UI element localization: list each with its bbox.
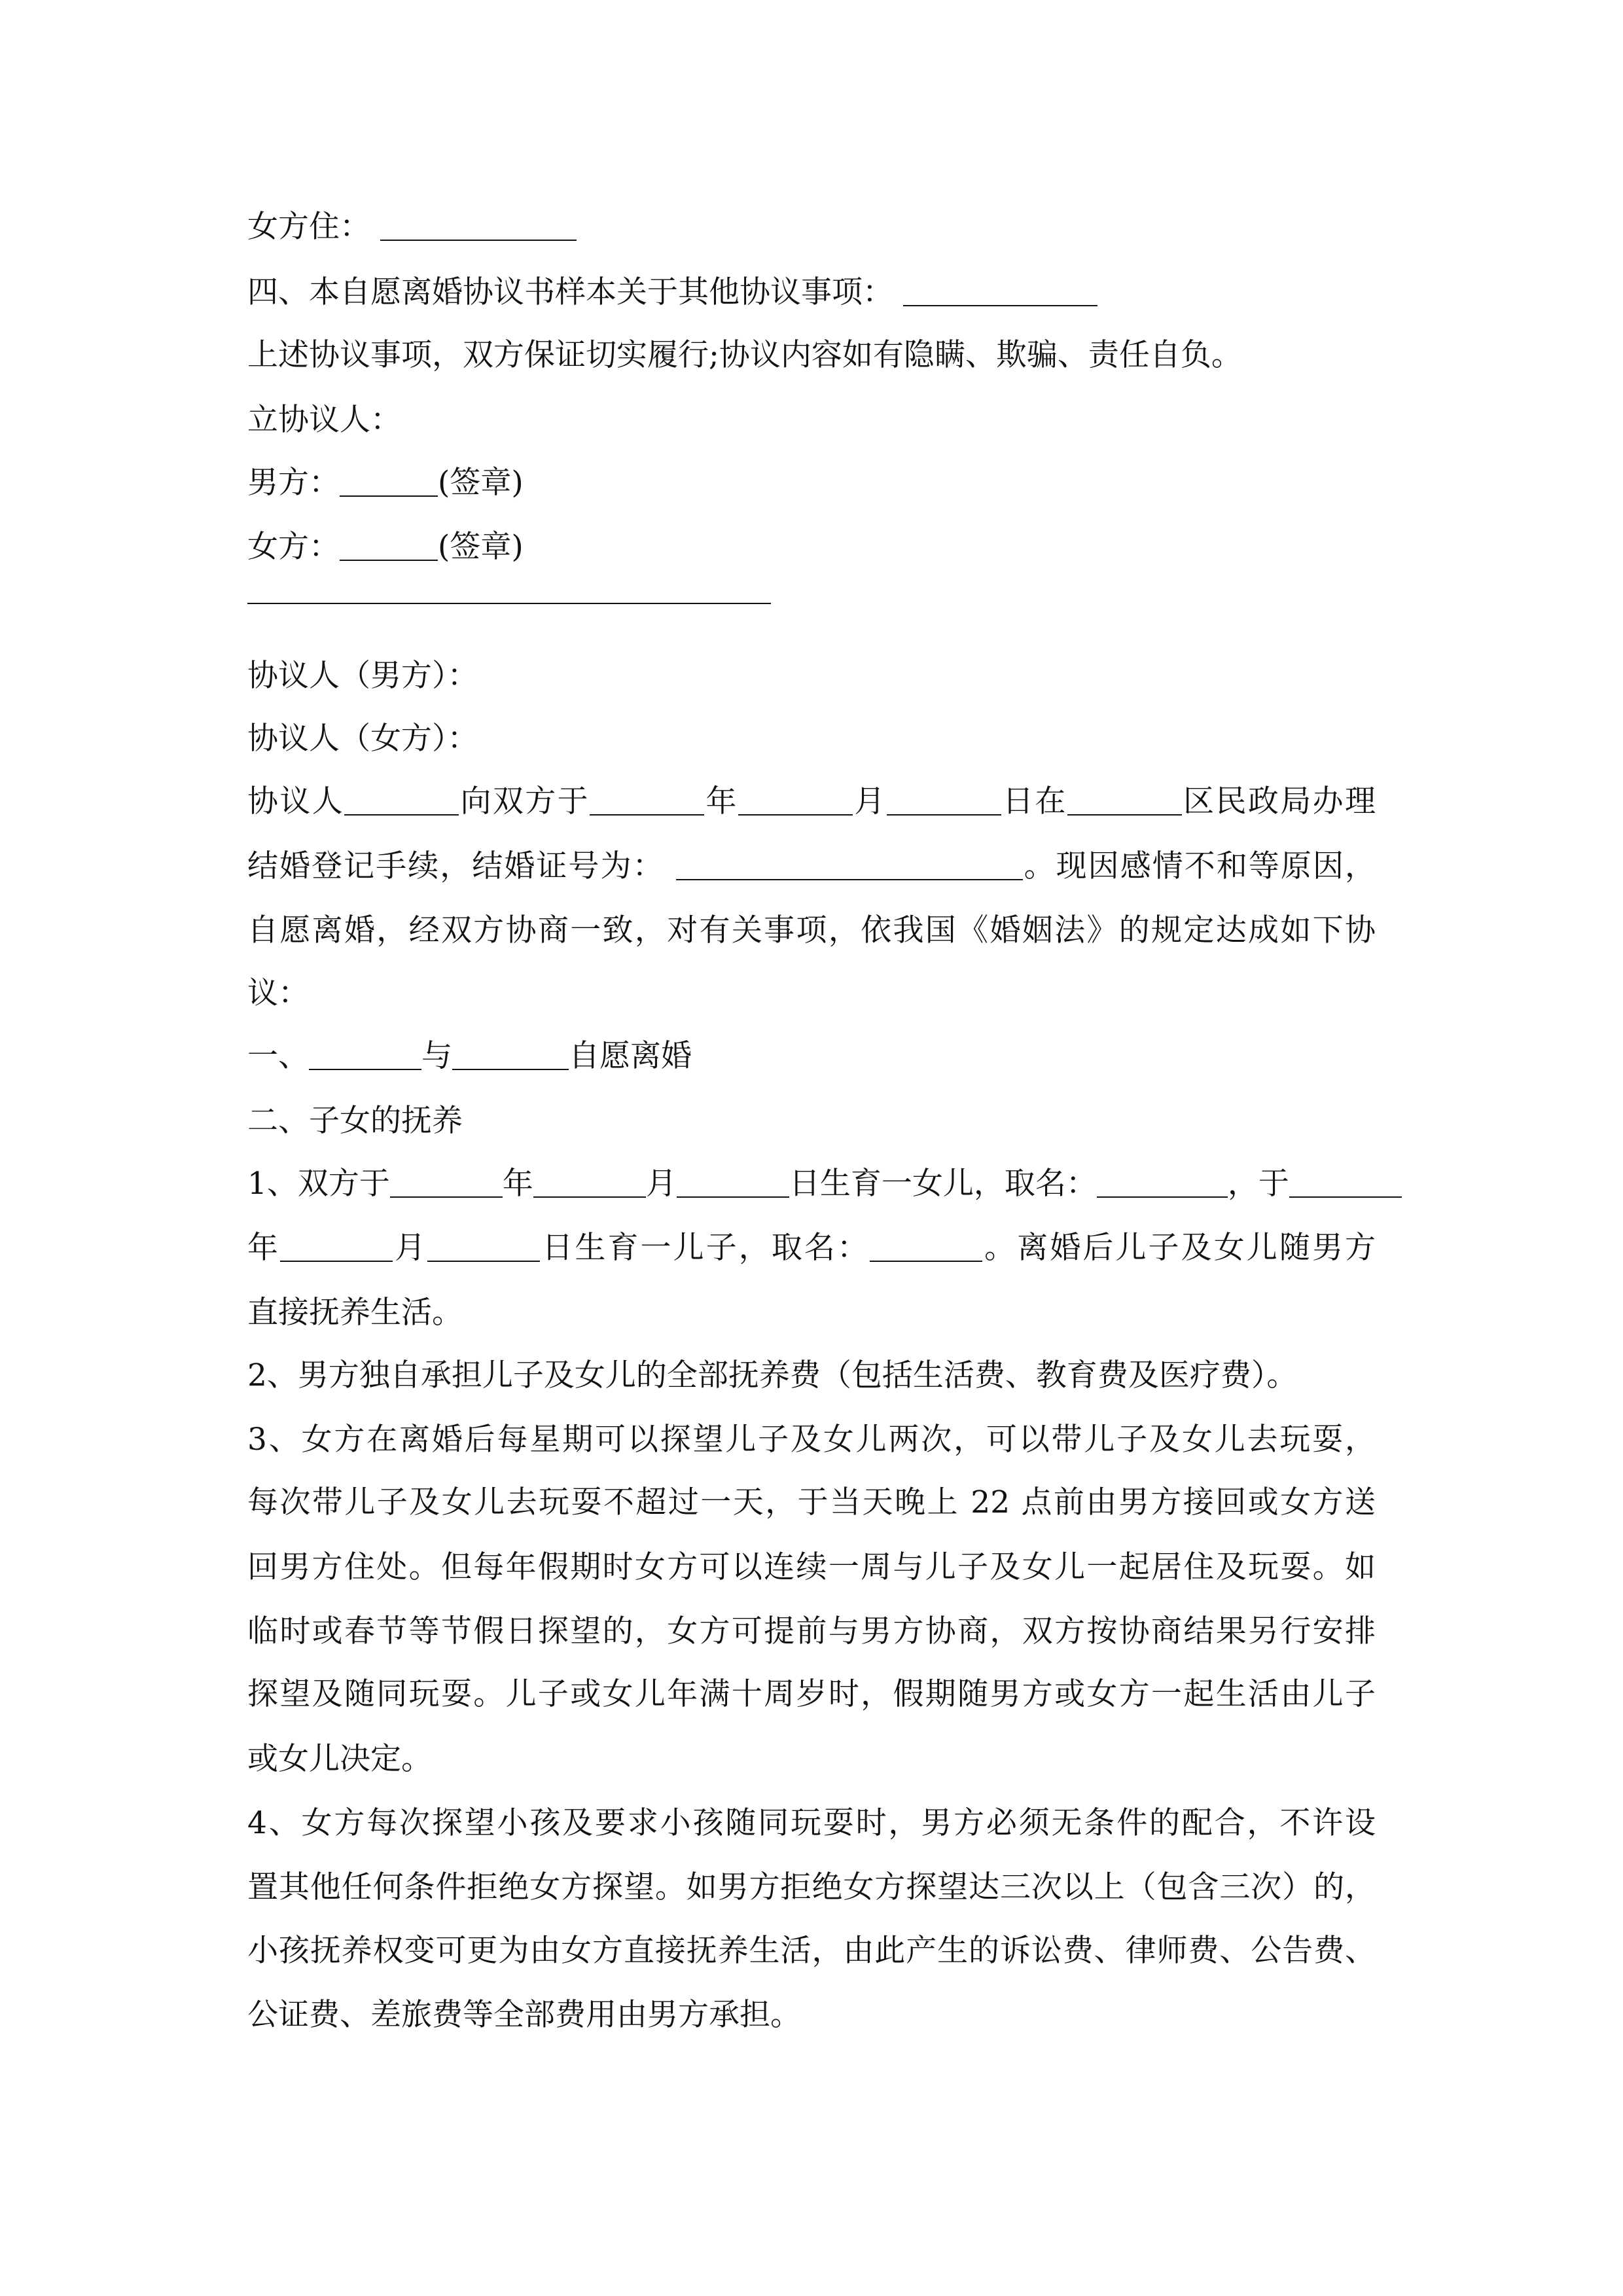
daughter-name-blank[interactable] (1097, 1168, 1228, 1198)
certificate-number-blank[interactable] (676, 850, 1023, 880)
signatories-heading: 立协议人： (247, 402, 401, 438)
clause-1-divorce (247, 1037, 692, 1076)
label: 月 (393, 1230, 428, 1266)
party-male-line: 协议人（男方）： (247, 658, 478, 694)
label: 向双方于 (459, 783, 590, 819)
day-blank[interactable] (887, 785, 1001, 816)
label: 结婚登记手续，结婚证号为： (247, 848, 665, 884)
party-blank[interactable] (344, 785, 459, 816)
female-signature-line (247, 528, 524, 567)
clause-2-3-line: 3、女方在离婚后每星期可以探望儿子及女儿两次，可以带儿子及女儿去玩耍， (247, 1422, 1376, 1458)
clause-2-3-line: 每次带儿子及女儿去玩耍不超过一天，于当天晚上 22 点前由男方接回或女方送 (247, 1484, 1376, 1520)
clause-2-4-line: 小孩抚养权变可更为由女方直接抚养生活，由此产生的诉讼费、律师费、公告费、 (247, 1933, 1376, 1969)
label: (签章) (438, 465, 524, 501)
label: 年 (502, 1166, 533, 1202)
other-matters-line (247, 273, 1097, 312)
daughter-month-blank[interactable] (533, 1168, 646, 1198)
clause-2-3-line: 临时或春节等节假日探望的，女方可提前与男方协商，双方按协商结果另行安排 (247, 1613, 1376, 1649)
label: 日生育一女儿，取名： (789, 1166, 1097, 1202)
guarantee-paragraph: 上述协议事项，双方保证切实履行;协议内容如有隐瞒、欺骗、责任自负。 (247, 337, 1242, 373)
agreement-paragraph: 自愿离婚，经双方协商一致，对有关事项，依我国《婚姻法》的规定达成如下协 (247, 912, 1376, 948)
label: 。现因感情不和等原因， (1022, 848, 1376, 884)
label: 女方住： (247, 209, 370, 245)
label: 与 (421, 1038, 452, 1074)
other-matters-blank[interactable] (903, 276, 1097, 306)
agreement-paragraph-end: 议： (247, 975, 309, 1011)
party-female-line: 协议人（女方）： (247, 721, 478, 757)
son-day-blank[interactable] (427, 1232, 540, 1262)
children-birth-line-2 (247, 1229, 1376, 1268)
label: 。离婚后儿子及女儿随男方 (982, 1230, 1376, 1266)
female-signature-blank[interactable] (340, 531, 438, 561)
son-year-blank[interactable] (1289, 1168, 1402, 1198)
children-birth-line-1 (247, 1164, 1376, 1204)
daughter-day-blank[interactable] (677, 1168, 789, 1198)
female-address-line (247, 207, 577, 247)
label: 协议人 (247, 783, 345, 819)
month-blank[interactable] (738, 785, 853, 816)
label: 一、 (247, 1038, 309, 1074)
label: 年 (704, 783, 738, 819)
clause-2-3-line: 回男方住处。但每年假期时女方可以连续一周与儿子及女儿一起居住及玩耍。如 (247, 1549, 1376, 1585)
district-blank[interactable] (1067, 785, 1182, 816)
clause-2-4-line: 公证费、差旅费等全部费用由男方承担。 (247, 1997, 801, 2033)
party2-blank[interactable] (452, 1040, 569, 1070)
label: 女方： (247, 529, 340, 565)
daughter-year-blank[interactable] (390, 1168, 503, 1198)
son-month-blank[interactable] (280, 1232, 393, 1262)
marriage-registration-line (247, 782, 1376, 821)
label: 四、本自愿离婚协议书样本关于其他协议事项： (247, 274, 893, 310)
male-signature-line (247, 463, 524, 503)
clause-2-2: 2、男方独自承担儿子及女儿的全部抚养费（包括生活费、教育费及医疗费）。 (247, 1357, 1298, 1393)
label: 日生育一儿子，取名： (540, 1230, 870, 1266)
male-signature-blank[interactable] (340, 467, 438, 497)
label: 月 (645, 1166, 677, 1202)
label: 自愿离婚 (569, 1038, 692, 1074)
label: (签章) (438, 529, 524, 565)
label: 年 (247, 1230, 281, 1266)
party1-blank[interactable] (309, 1040, 421, 1070)
clause-2-3-line: 或女儿决定。 (247, 1741, 432, 1777)
clause-2-heading: 二、子女的抚养 (247, 1103, 463, 1139)
label: 1、双方于 (247, 1166, 390, 1202)
certificate-line (247, 847, 1376, 886)
label: ，于 (1227, 1166, 1289, 1202)
female-address-blank[interactable] (380, 211, 577, 241)
clause-2-4-line: 置其他任何条件拒绝女方探望。如男方拒绝女方探望达三次以上（包含三次）的， (247, 1869, 1376, 1905)
clause-2-3-line: 探望及随同玩耍。儿子或女儿年满十周岁时，假期随男方或女方一起生活由儿子 (247, 1676, 1376, 1712)
year-blank[interactable] (590, 785, 704, 816)
label: 日在 (1001, 783, 1067, 819)
clause-2-4-line: 4、女方每次探望小孩及要求小孩随同玩耍时，男方必须无条件的配合，不许设 (247, 1805, 1376, 1841)
son-name-blank[interactable] (870, 1232, 982, 1262)
label: 男方： (247, 465, 340, 501)
children-birth-line-3: 直接抚养生活。 (247, 1295, 463, 1331)
label: 月 (852, 783, 887, 819)
section-divider (247, 603, 771, 604)
label: 区民政局办理 (1181, 783, 1376, 819)
